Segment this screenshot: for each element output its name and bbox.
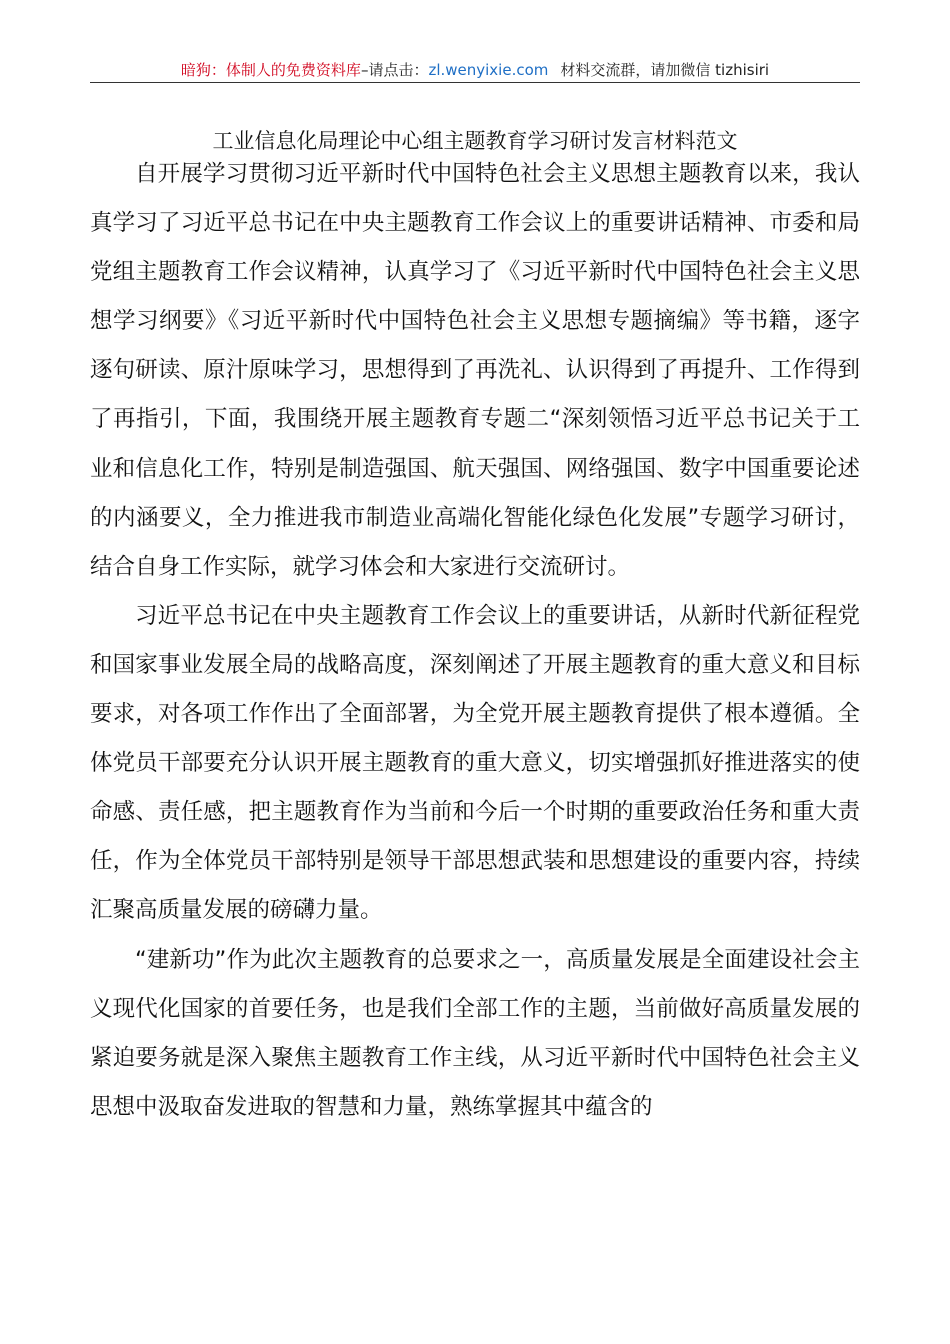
header-divider	[90, 82, 860, 83]
header-link[interactable]: zl.wenyixie.com	[428, 61, 549, 79]
paragraph-1: 自开展学习贯彻习近平新时代中国特色社会主义思想主题教育以来，我认真学习了习近平总书记在中央主题教育工作会议上的重要讲话精神、市委和局党组主题教育工作会议精神，认真学习了《习近平新时代中国特色社会主义思想学习纲要》《习近平新时代中国特色社会主义思想专题摘编》等书籍，逐字逐句研读、原汁原味学习，思想得到了再洗礼、认识得到了再提升、工作得到了再指引，下面，我围绕开展主题教育专题二“深刻领悟习近平总书记关于工业和信息化工作，特别是制造强国、航天强国、网络强国、数字中国重要论述的内涵要义，全力推进我市制造业高端化智能化绿色化发展”专题学习研讨，结合自身工作实际，就学习体会和大家进行交流研讨。	[90, 161, 860, 580]
paragraph-2: 习近平总书记在中央主题教育工作会议上的重要讲话，从新时代新征程党和国家事业发展全局的战略高度，深刻阐述了开展主题教育的重大意义和目标要求，对各项工作作出了全面部署，为全党开展主题教育提供了根本遵循。全体党员干部要充分认识开展主题教育的重大意义，切实增强抓好推进落实的使命感、责任感，把主题教育作为当前和今后一个时期的重要政治任务和重大责任，作为全体党员干部特别是领导干部思想武装和思想建设的重要内容，持续汇聚高质量发展的磅礴力量。	[90, 602, 860, 924]
header-brand: 暗狗：体制人的免费资料库	[180, 61, 361, 79]
paragraph-3: “建新功”作为此次主题教育的总要求之一，高质量发展是全面建设社会主义现代化国家的首要任务，也是我们全部工作的主题，当前做好高质量发展的紧迫要务就是深入聚焦主题教育工作主线，从习近平新时代中国特色社会主义思想中汲取奋发进取的智慧和力量，熟练掌握其中蕴含的	[90, 946, 860, 1120]
header-contact: 材料交流群，请加微信 tizhisiri	[560, 61, 770, 79]
document-body	[90, 150, 860, 1132]
document-title: 工业信息化局理论中心组主题教育学习研讨发言材料范文	[212, 129, 738, 153]
page-header	[90, 58, 860, 82]
header-cta: –请点击：	[360, 61, 429, 79]
